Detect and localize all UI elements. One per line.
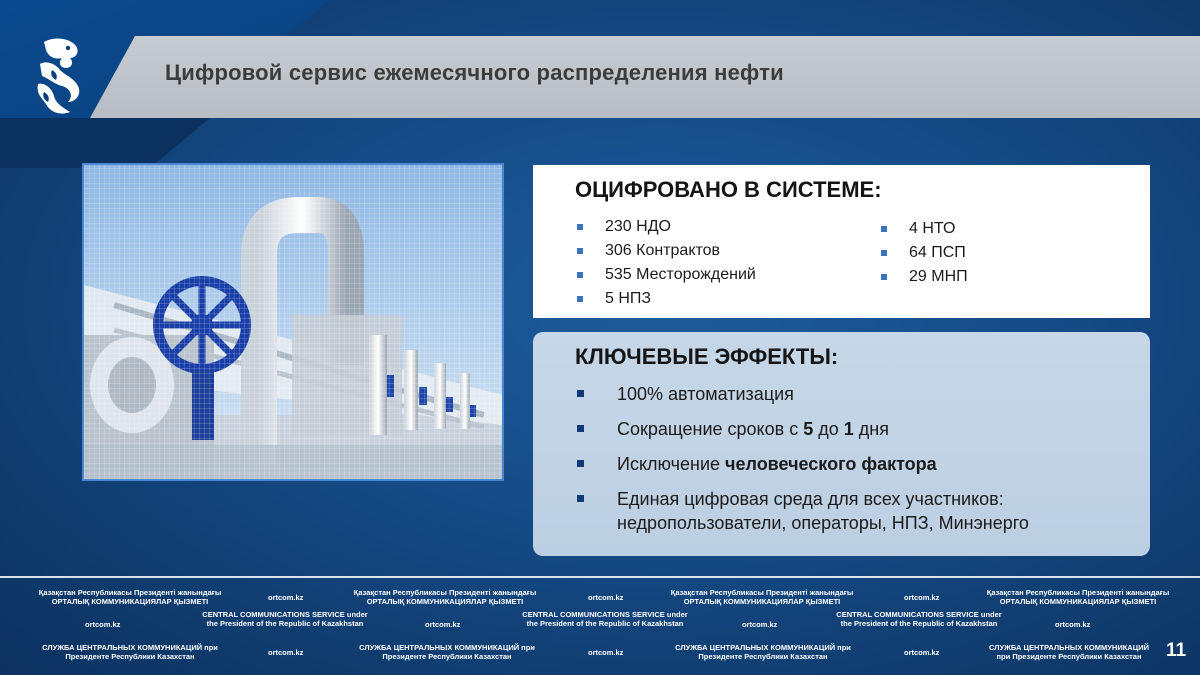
footer-site-text: ortcom.kz xyxy=(85,620,121,629)
list-item xyxy=(577,487,1137,535)
square-bullet-icon xyxy=(577,390,584,397)
list-item-label: 306 Контрактов xyxy=(605,242,721,259)
list-item-label: 64 ПСП xyxy=(909,244,966,261)
footer-kz-text: Қазақстан Республикасы Президенті жанындағы ОРТАЛЫҚ КОММУНИКАЦИЯЛАР ҚЫЗМЕТІ xyxy=(670,588,854,606)
footer-site-text: ortcom.kz xyxy=(1055,620,1091,629)
list-item-label: 230 НДО xyxy=(605,218,671,235)
digitized-list-right xyxy=(881,217,968,289)
square-bullet-icon xyxy=(577,296,583,302)
list-item xyxy=(577,239,756,263)
page-number: 11 xyxy=(1166,640,1187,661)
footer-en-text: CENTRAL COMMUNICATIONS SERVICE under the President of the Republic of Kazakhstan xyxy=(522,610,688,628)
effect-bold-number: 5 xyxy=(803,419,814,439)
list-item xyxy=(577,287,756,311)
pipeline-valve-photo xyxy=(82,163,504,481)
footer-ru-text: СЛУЖБА ЦЕНТРАЛЬНЫХ КОММУНИКАЦИЙ при Президенте Республики Казахстан xyxy=(359,643,535,661)
list-item-label: 535 Месторождений xyxy=(605,266,756,283)
list-item xyxy=(577,263,756,287)
effect-text: до xyxy=(813,419,844,439)
digitized-heading: ОЦИФРОВАНО В СИСТЕМЕ: xyxy=(575,177,882,202)
footer-site-text: ortcom.kz xyxy=(268,593,304,602)
effect-digital-environment: Единая цифровая среда для всех участников: недропользователи, операторы, НПЗ, Минэнерго xyxy=(617,489,1029,533)
footer-en-text: CENTRAL COMMUNICATIONS SERVICE under the President of the Republic of Kazakhstan xyxy=(202,610,368,628)
footer-site-text: ortcom.kz xyxy=(425,620,461,629)
footer-site-text: ortcom.kz xyxy=(268,648,304,657)
key-effects-list xyxy=(577,382,1137,546)
list-item-label: 29 МНП xyxy=(909,268,968,285)
list-item xyxy=(577,417,1137,441)
list-item xyxy=(881,217,968,241)
page-title: Цифровой сервис ежемесячного распределения нефти xyxy=(165,60,784,85)
key-effects-panel xyxy=(533,332,1150,556)
snow-leopard-emblem-icon xyxy=(30,36,86,120)
footer-en-text: CENTRAL COMMUNICATIONS SERVICE under the President of the Republic of Kazakhstan xyxy=(836,610,1002,628)
square-bullet-icon xyxy=(577,272,583,278)
effect-automation: 100% автоматизация xyxy=(617,384,794,404)
footer-ru-text: СЛУЖБА ЦЕНТРАЛЬНЫХ КОММУНИКАЦИЙ при Президенте Республики Казахстан xyxy=(988,643,1149,661)
footer-pattern xyxy=(0,580,1200,675)
digitized-list-left xyxy=(577,215,756,311)
list-item xyxy=(881,241,968,265)
footer-site-text: ortcom.kz xyxy=(588,648,624,657)
square-bullet-icon xyxy=(577,460,584,467)
footer-kz-text: Қазақстан Республикасы Президенті жанындағы ОРТАЛЫҚ КОММУНИКАЦИЯЛАР ҚЫЗМЕТІ xyxy=(353,588,537,606)
digitized-panel xyxy=(533,165,1150,318)
effect-text: дня xyxy=(853,419,889,439)
square-bullet-icon xyxy=(577,425,584,432)
footer-kz-text: Қазақстан Республикасы Президенті жанындағы ОРТАЛЫҚ КОММУНИКАЦИЯЛАР ҚЫЗМЕТІ xyxy=(38,588,222,606)
key-effects-heading: КЛЮЧЕВЫЕ ЭФФЕКТЫ: xyxy=(575,344,839,369)
footer-site-text: ortcom.kz xyxy=(742,620,778,629)
footer-ru-text: СЛУЖБА ЦЕНТРАЛЬНЫХ КОММУНИКАЦИЙ при Президенте Республики Казахстан xyxy=(42,643,218,661)
list-item xyxy=(881,265,968,289)
footer-site-text: ortcom.kz xyxy=(904,648,940,657)
footer-kz-text: Қазақстан Республикасы Президенті жанындағы ОРТАЛЫҚ КОММУНИКАЦИЯЛАР ҚЫЗМЕТІ xyxy=(986,588,1170,606)
effect-bold-text: человеческого фактора xyxy=(725,454,937,474)
list-item xyxy=(577,215,756,239)
list-item-label: 4 НТО xyxy=(909,220,956,237)
square-bullet-icon xyxy=(577,495,584,502)
footer-ru-text: СЛУЖБА ЦЕНТРАЛЬНЫХ КОММУНИКАЦИЙ при Президенте Республики Казахстан xyxy=(675,643,851,661)
footer-site-text: ortcom.kz xyxy=(588,593,624,602)
footer-site-text: ortcom.kz xyxy=(904,593,940,602)
square-bullet-icon xyxy=(577,248,583,254)
effect-text: Исключение xyxy=(617,454,726,474)
list-item xyxy=(577,452,1137,476)
effect-bold-number: 1 xyxy=(843,419,854,439)
square-bullet-icon xyxy=(881,250,887,256)
square-bullet-icon xyxy=(577,224,583,230)
list-item-label: 5 НПЗ xyxy=(605,290,652,307)
square-bullet-icon xyxy=(881,274,887,280)
list-item xyxy=(577,382,1137,406)
corner-shadow-shape xyxy=(0,118,210,168)
footer-divider xyxy=(0,576,1200,578)
effect-text: Сокращение сроков с xyxy=(617,419,804,439)
square-bullet-icon xyxy=(881,226,887,232)
